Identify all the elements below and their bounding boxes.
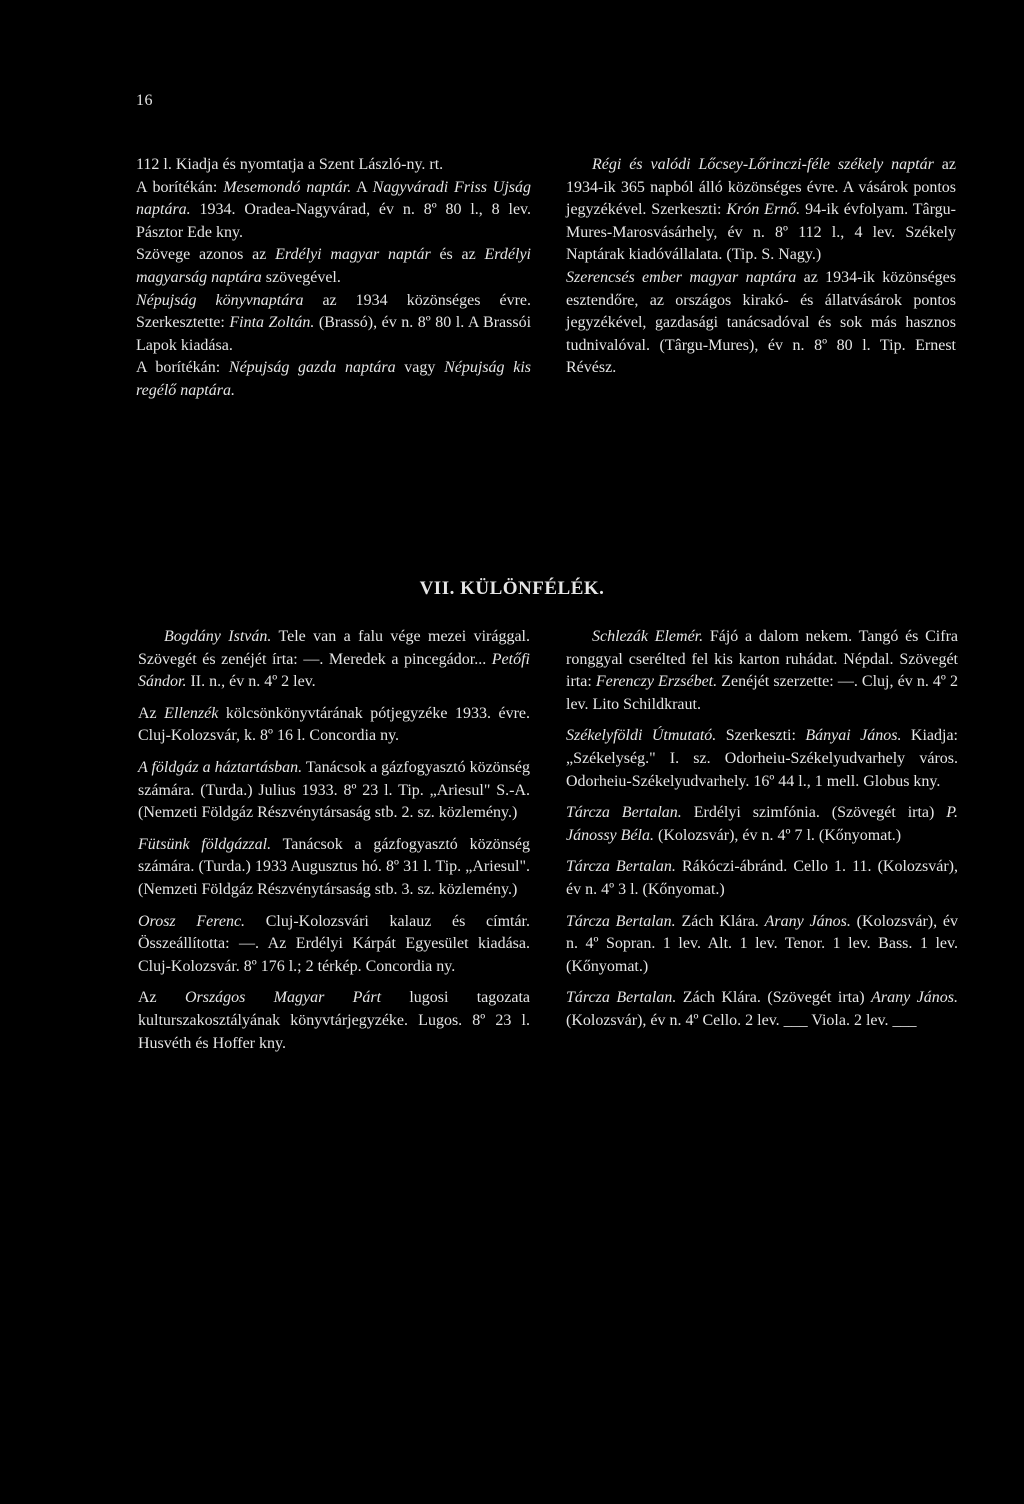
entry-author: Orosz Ferenc. (138, 912, 246, 930)
entry-paragraph (138, 757, 530, 825)
entry-text: Tele van a falu vége mezei virággal. Szövegét és zenéjét írta: —. Meredek a pincegádor... (138, 628, 530, 668)
entry-author: Tárcza Bertalan. (566, 858, 676, 876)
entry-paragraph (136, 177, 531, 245)
entry-paragraph (566, 626, 958, 716)
entry-text: vagy (395, 359, 445, 377)
entry-text: az 1934-ik közönséges esztendőre, az országos kirakó- és állatvásárok pontos jegyzékével, gazdasági tanácsadóval és sok más hasznos tudnivalóval. (Târgu-Mures), év n. 8º 80 l. Tip. Ernest Révész. (566, 268, 957, 377)
entry-text: Erdélyi szimfónia. (Szövegét irta) (681, 804, 947, 822)
entry-text: Zách Klára. (675, 912, 765, 930)
top-right-column (566, 154, 956, 380)
entry-author: Petőfi Sándor. (138, 650, 530, 691)
entry-text: Tanácsok a gázfogyasztó közönség számára. (Turda.) 1933 Augusztus hó. 8º 31 l. Tip. „Ariesul". (Nemzeti Földgáz Részvénytársaság stb. 3. sz. közlemény.) (138, 835, 530, 898)
entry-author: Bányai János. (805, 727, 902, 745)
entry-text: és az (430, 246, 485, 264)
entry-text: (Brassó), év n. 8º 80 l. A Brassói Lapok kiadása. (136, 314, 532, 354)
entry-author: Tárcza Bertalan. (566, 804, 682, 822)
entry-paragraph (138, 834, 530, 902)
entry-text: Az (138, 989, 185, 1007)
entry-title: Ellenzék (164, 704, 219, 722)
entry-paragraph (136, 154, 531, 177)
entry-title: Szerencsés ember magyar naptára (566, 268, 797, 286)
bottom-right-column (566, 626, 958, 1033)
entry-text: Az (138, 704, 165, 722)
entry-paragraph (566, 856, 958, 901)
entry-text: Cluj-Kolozsvári kalauz és címtár. Összeállította: —. Az Erdélyi Kárpát Egyesület kiadása. Cluj-Kolozsvár. 8º 176 l.; 2 térkép. Concordia ny. (138, 912, 531, 975)
entry-text: szövegével. (261, 268, 341, 286)
entry-paragraph (136, 244, 531, 289)
entry-title: Erdélyi magyar naptár (275, 246, 431, 264)
entry-text: (Kolozsvár), év n. 4º Sopran. 1 lev. Alt. 1 lev. Tenor. 1 lev. Bass. 1 lev. (Kőnyomat.) (566, 912, 959, 975)
entry-text: lugosi tagozata kulturszakosztályának könyvtárjegyzéke. Lugos. 8º 23 l. Husvéth és Hoffer kny. (138, 989, 531, 1052)
entry-title: Országos Magyar Párt (184, 989, 382, 1007)
page-number: 16 (136, 92, 153, 109)
entry-text: A borítékán: (136, 178, 224, 196)
entry-title: Régi és valódi Lőcsey-Lőrinczi-féle székely naptár (592, 156, 934, 173)
entry-author: Krón Ernő. (726, 201, 801, 219)
entry-author: P. Jánossy Béla. (566, 804, 959, 844)
entry-text: (Kolozsvár), év n. 4º 7 l. (Kőnyomat.) (653, 826, 902, 844)
entry-text: kölcsönkönyvtárának pótjegyzéke 1933. évre. Cluj-Kolozsvár, k. 8º 16 l. Concordia ny. (138, 704, 531, 745)
entry-text: (Kolozsvár), év n. 4º Cello. 2 lev. ___ Viola. 2 lev. ___ (566, 1011, 917, 1029)
entry-paragraph (566, 725, 958, 793)
bottom-left-column (138, 626, 530, 1055)
entry-text: 112 l. Kiadja és nyomtatja a Szent László-ny. rt. (136, 156, 444, 173)
entry-text: az 1934-ik 365 napból álló közönséges évre. A vásárok pontos jegyzékével. Szerkeszti: (566, 156, 957, 219)
entry-paragraph (566, 154, 956, 267)
entry-title: Erdélyi magyarság naptára (136, 246, 531, 286)
entry-paragraph (138, 987, 530, 1055)
entry-text: Zenéjét szerzette: —. Cluj, év n. 4º 2 lev. Lito Schildkraut. (566, 673, 958, 713)
entry-text: A (351, 178, 373, 196)
entry-author: Arany János. (871, 989, 959, 1007)
entry-title: Fütsünk földgázzal. (138, 835, 272, 853)
entry-text: Zách Klára. (Szövegét irta) (676, 989, 872, 1007)
entry-title: Népujság könyvnaptára (136, 291, 304, 309)
entry-paragraph (566, 267, 956, 380)
top-left-column (136, 154, 531, 403)
entry-paragraph (138, 911, 530, 979)
entry-text: Fájó a dalom nekem. Tangó és Cifra ronggyal cserélted fel kis karton ruhádat. Népdal. Szövegét irta: (566, 628, 959, 691)
entry-paragraph (138, 626, 530, 694)
entry-title: Székelyföldi Útmutató. (566, 727, 717, 745)
entry-title: Népujság kis regélő naptára. (136, 359, 531, 399)
entry-author: Finta Zoltán. (229, 314, 315, 332)
entry-author: Ferenczy Erzsébet. (595, 673, 718, 691)
entry-title: Nagyváradi Friss Ujság naptára. (136, 178, 531, 219)
entry-title: Népujság gazda naptára (228, 359, 396, 377)
entry-text: A borítékán: (136, 359, 229, 377)
entry-author: Tárcza Bertalan. (566, 989, 677, 1007)
entry-paragraph (136, 357, 531, 402)
entry-text: Szövege azonos az (136, 246, 276, 264)
entry-text: 94-ik évfolyam. Târgu-Mures-Marosvásárhely, év n. 8º 112 l., 4 lev. Székely Naptárak kiadóvállalata. (Tip. S. Nagy.) (566, 201, 956, 264)
entry-text: II. n., év n. 4º 2 lev. (186, 673, 316, 691)
entry-author: Arany János. (764, 912, 851, 930)
entry-text: Tanácsok a gázfogyasztó közönség számára. (Turda.) Julius 1933. 8º 23 l. Tip. „Ariesul" S.-A. (Nemzeti Földgáz Részvénytársaság stb. 2. sz. közlemény.) (138, 758, 531, 822)
entry-title: Mesemondó naptár. (223, 178, 352, 196)
entry-author: Tárcza Bertalan. (566, 912, 676, 930)
section-heading: VII. KÜLÖNFÉLÉK. (419, 578, 605, 599)
entry-text: Rákóczi-ábránd. Cello 1. 11. (Kolozsvár), év n. 4º 3 l. (Kőnyomat.) (566, 858, 958, 898)
entry-paragraph (566, 911, 958, 979)
entry-text: Kiadja: „Székelység." I. sz. Odorheiu-Székelyudvarhely város. Odorheiu-Székelyudvarhely. 16º 44 l., 1 mell. Globus kny. (566, 727, 958, 790)
entry-author: Bogdány István. (164, 628, 272, 645)
entry-paragraph (566, 987, 958, 1032)
entry-text: Szerkeszti: (716, 727, 806, 745)
entry-paragraph (138, 703, 530, 748)
entry-paragraph (566, 802, 958, 847)
entry-title: A földgáz a háztartásban. (138, 758, 303, 776)
entry-text: 1934. Oradea-Nagyvárad, év n. 8º 80 l., 8 lev. Pásztor Ede kny. (136, 201, 531, 241)
entry-author: Schlezák Elemér. (592, 628, 704, 645)
entry-text: az 1934 közönséges évre. Szerkesztette: (136, 291, 531, 332)
entry-paragraph (136, 290, 531, 358)
